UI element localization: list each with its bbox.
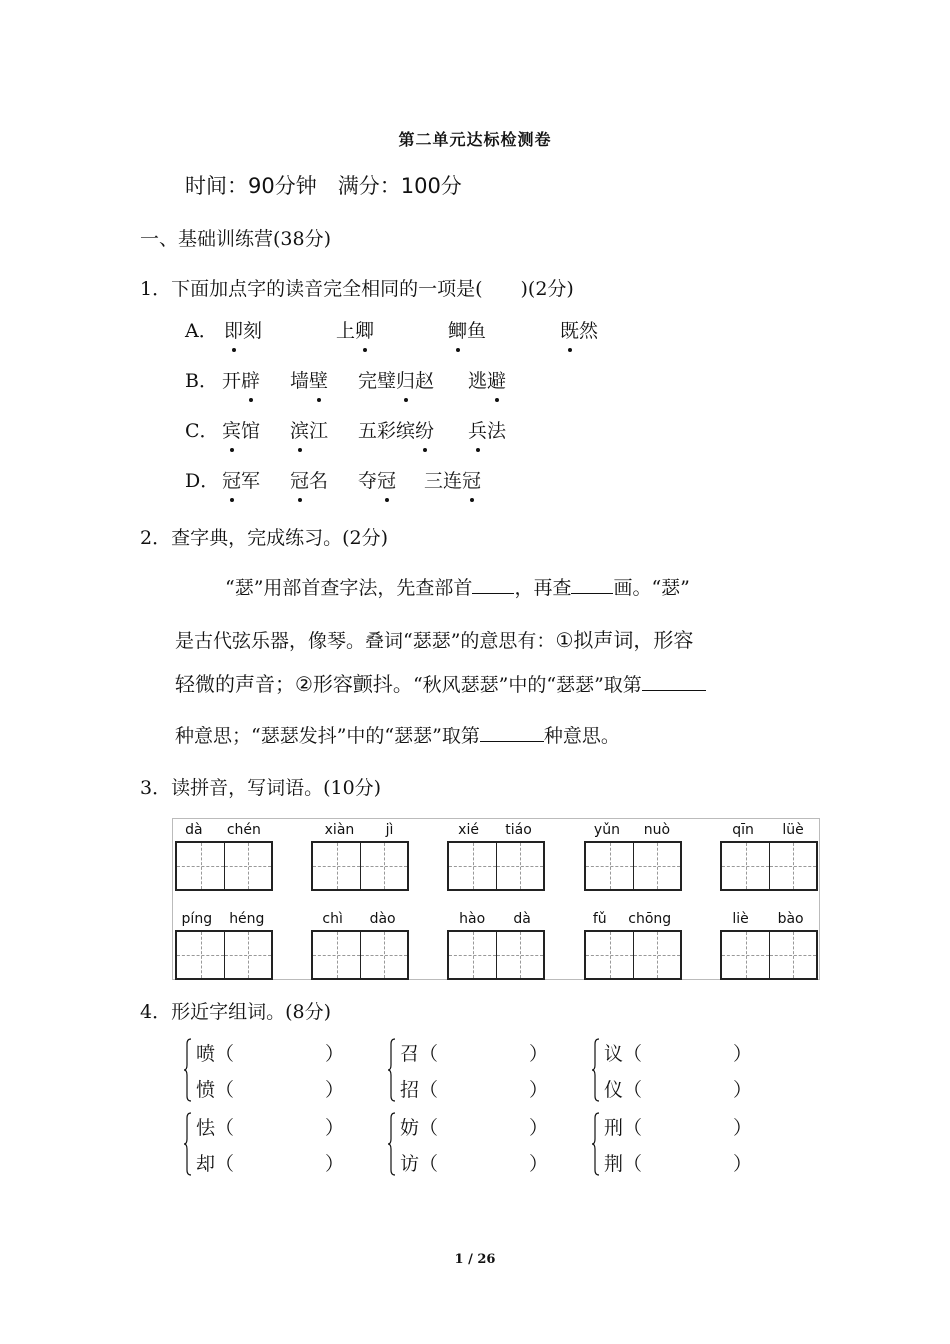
answer-paren[interactable]: （ — [419, 1043, 439, 1065]
writing-box-pair[interactable] — [584, 841, 682, 891]
option-word — [358, 416, 434, 443]
char: 怯 — [196, 1117, 216, 1139]
word-char: 上 — [336, 320, 356, 342]
word-char: 开 — [222, 370, 242, 392]
brace-icon — [184, 1038, 192, 1102]
option-word — [358, 466, 396, 493]
char: 仪 — [604, 1079, 624, 1101]
pinyin-syllable: dà — [185, 822, 203, 838]
emphasis-dot-char: 冠 — [222, 466, 241, 493]
answer-paren[interactable]: （ — [215, 1117, 235, 1139]
q2-text: 是古代弦乐器，像琴。叠词“瑟瑟”的意思有： — [175, 630, 556, 652]
brace-icon — [388, 1038, 396, 1102]
brace-icon — [592, 1038, 600, 1102]
emphasis-dot-char: 即 — [224, 316, 243, 343]
tian-zi-box[interactable] — [224, 843, 271, 889]
close-paren: ） — [733, 1117, 753, 1139]
tian-zi-box[interactable] — [313, 932, 360, 978]
answer-paren[interactable]: （ — [623, 1117, 643, 1139]
tian-zi-box[interactable] — [769, 932, 816, 978]
option-word — [222, 466, 260, 493]
pinyin-cell — [173, 908, 273, 980]
answer-paren[interactable]: （ — [215, 1079, 235, 1101]
page-number: 1 / 26 — [454, 1252, 496, 1267]
char: 招 — [400, 1079, 420, 1101]
option-word — [336, 316, 374, 343]
option-word — [468, 416, 506, 443]
word-char: 彩 — [377, 420, 397, 442]
emphasis-dot-char: 滨 — [290, 416, 309, 443]
word-char: 鱼 — [467, 320, 487, 342]
question-1-stem: 1．下面加点字的读音完全相同的一项是( )(2分) — [140, 278, 574, 300]
pinyin-syllable: bào — [777, 911, 804, 927]
word-char: 连 — [443, 470, 463, 492]
q2-text: “秋风瑟瑟”中的“瑟瑟”取第 — [412, 674, 642, 696]
q2-line-3 — [175, 668, 706, 697]
tian-zi-box[interactable] — [496, 843, 543, 889]
word-char: 军 — [241, 470, 261, 492]
answer-paren[interactable]: （ — [623, 1043, 643, 1065]
pinyin-label — [309, 908, 409, 930]
writing-box-pair[interactable] — [311, 930, 409, 980]
word-group — [604, 1112, 752, 1184]
word-char: 然 — [579, 320, 599, 342]
word-char: 三 — [424, 470, 444, 492]
word-row — [196, 1038, 344, 1074]
word-char: 江 — [309, 420, 329, 442]
q2-text: ，再查 — [514, 577, 572, 599]
word-group — [196, 1038, 344, 1110]
close-paren: ） — [529, 1153, 549, 1175]
pinyin-label — [718, 819, 818, 841]
char: 愤 — [196, 1079, 216, 1101]
q2-text: “瑟”用部首查字法，先查部首 — [225, 577, 473, 599]
pinyin-label — [173, 819, 273, 841]
emphasis-dot-char: 冠 — [290, 466, 309, 493]
tian-zi-box[interactable] — [177, 932, 224, 978]
option-word — [358, 366, 434, 393]
option-word — [222, 366, 260, 393]
emphasis-dot-char: 鲫 — [448, 316, 467, 343]
tian-zi-box[interactable] — [586, 843, 633, 889]
word-char: 赵 — [415, 370, 435, 392]
tian-zi-box[interactable] — [586, 932, 633, 978]
tian-zi-box[interactable] — [722, 843, 769, 889]
tian-zi-box[interactable] — [633, 843, 680, 889]
word-row — [400, 1112, 548, 1148]
close-paren: ） — [325, 1043, 345, 1065]
pinyin-syllable: píng — [181, 911, 213, 927]
page-title: 第二单元达标检测卷 — [398, 130, 552, 149]
writing-box-pair[interactable] — [720, 930, 818, 980]
option-letter: C． — [185, 420, 219, 442]
word-group — [400, 1112, 548, 1184]
option-word — [448, 316, 486, 343]
option-word — [468, 366, 506, 393]
pinyin-writing-grid — [172, 818, 820, 980]
close-paren: ） — [529, 1079, 549, 1101]
char: 妨 — [400, 1117, 420, 1139]
emphasis-dot-char: 兵 — [468, 416, 487, 443]
pinyin-cell — [173, 819, 273, 891]
pinyin-syllable: xiàn — [324, 822, 355, 838]
tian-zi-box[interactable] — [360, 932, 407, 978]
answer-blank[interactable] — [571, 593, 613, 594]
pinyin-syllable: héng — [229, 911, 265, 927]
tian-zi-box[interactable] — [633, 932, 680, 978]
answer-paren[interactable]: （ — [623, 1153, 643, 1175]
writing-box-pair[interactable] — [175, 930, 273, 980]
q2-text: ①拟声词，形容 — [555, 628, 694, 652]
pinyin-syllable: jì — [385, 822, 394, 838]
emphasis-dot-char: 卿 — [355, 316, 374, 343]
option-word — [290, 366, 328, 393]
q2-text: 种意思。 — [543, 725, 620, 747]
word-row — [604, 1074, 752, 1110]
answer-blank[interactable] — [642, 690, 706, 691]
pinyin-syllable: dào — [369, 911, 396, 927]
pinyin-cell — [718, 908, 818, 980]
pinyin-syllable: nuò — [643, 822, 671, 838]
pinyin-syllable: lüè — [782, 822, 804, 838]
option-word — [224, 316, 262, 343]
brace-icon — [388, 1112, 396, 1176]
writing-box-pair[interactable] — [175, 841, 273, 891]
section-heading: 一、基础训练营(38分) — [140, 228, 332, 250]
close-paren: ） — [733, 1079, 753, 1101]
word-row — [196, 1112, 344, 1148]
emphasis-dot-char: 既 — [560, 316, 579, 343]
writing-box-pair[interactable] — [311, 841, 409, 891]
pinyin-cell — [309, 819, 409, 891]
word-char: 五 — [358, 420, 378, 442]
option-word — [560, 316, 598, 343]
pinyin-syllable: yǔn — [593, 822, 620, 838]
close-paren: ） — [325, 1079, 345, 1101]
tian-zi-box[interactable] — [360, 843, 407, 889]
question-2-stem: 2．查字典，完成练习。(2分) — [140, 527, 389, 549]
pinyin-cell — [309, 908, 409, 980]
tian-zi-box[interactable] — [177, 843, 224, 889]
pinyin-syllable: chì — [322, 911, 343, 927]
time-score-info: 时间：90分钟 满分：100分 — [185, 174, 462, 198]
emphasis-dot-char: 归 — [396, 366, 415, 393]
q2-line-4 — [175, 721, 620, 748]
tian-zi-box[interactable] — [313, 843, 360, 889]
pinyin-label — [445, 819, 545, 841]
q2-line-1 — [225, 573, 690, 600]
emphasis-dot-char: 壁 — [309, 366, 328, 393]
word-group — [196, 1112, 344, 1184]
option-word — [290, 416, 328, 443]
emphasis-dot-char: 避 — [487, 366, 506, 393]
pinyin-syllable: hào — [459, 911, 486, 927]
word-row — [196, 1148, 344, 1184]
pinyin-cell — [582, 908, 682, 980]
writing-box-pair[interactable] — [447, 841, 545, 891]
writing-box-pair[interactable] — [447, 930, 545, 980]
tian-zi-box[interactable] — [224, 932, 271, 978]
pinyin-syllable: xié — [458, 822, 479, 838]
pinyin-syllable: chōng — [628, 911, 672, 927]
word-char: 刻 — [243, 320, 263, 342]
emphasis-dot-char: 宾 — [222, 416, 241, 443]
emphasis-dot-char: 冠 — [377, 466, 396, 493]
writing-box-pair[interactable] — [720, 841, 818, 891]
word-char: 璧 — [377, 370, 397, 392]
char: 召 — [400, 1043, 420, 1065]
q2-line-2 — [175, 624, 693, 653]
pinyin-syllable: qīn — [732, 822, 754, 838]
pinyin-syllable: chén — [226, 822, 261, 838]
char: 议 — [604, 1043, 624, 1065]
emphasis-dot-char: 冠 — [462, 466, 481, 493]
answer-blank[interactable] — [472, 593, 514, 594]
answer-blank[interactable] — [480, 741, 544, 742]
brace-icon — [184, 1112, 192, 1176]
pinyin-syllable: tiáo — [505, 822, 532, 838]
q2-text: 种意思；“瑟瑟发抖”中的“瑟瑟”取第 — [175, 725, 480, 747]
pinyin-cell — [582, 819, 682, 891]
word-group — [400, 1038, 548, 1110]
tian-zi-box[interactable] — [449, 932, 496, 978]
tian-zi-box[interactable] — [496, 932, 543, 978]
pinyin-label — [718, 908, 818, 930]
word-row — [604, 1148, 752, 1184]
word-char: 缤 — [396, 420, 416, 442]
char: 荆 — [604, 1153, 624, 1175]
word-row — [400, 1148, 548, 1184]
pinyin-label — [582, 819, 682, 841]
emphasis-dot-char: 纷 — [415, 416, 434, 443]
close-paren: ） — [325, 1153, 345, 1175]
option-word — [222, 416, 260, 443]
word-char: 夺 — [358, 470, 378, 492]
char: 刑 — [604, 1117, 624, 1139]
word-row — [196, 1074, 344, 1110]
pinyin-label — [445, 908, 545, 930]
pinyin-label — [309, 819, 409, 841]
answer-paren[interactable]: （ — [215, 1043, 235, 1065]
q2-text: 画。“瑟” — [613, 577, 690, 599]
char: 喷 — [196, 1043, 216, 1065]
pinyin-syllable: dà — [513, 911, 531, 927]
pinyin-label — [582, 908, 682, 930]
tian-zi-box[interactable] — [449, 843, 496, 889]
char: 却 — [196, 1153, 216, 1175]
answer-paren[interactable]: （ — [419, 1079, 439, 1101]
answer-paren[interactable]: （ — [215, 1153, 235, 1175]
word-group — [604, 1038, 752, 1110]
pinyin-cell — [445, 819, 545, 891]
answer-paren[interactable]: （ — [623, 1079, 643, 1101]
pinyin-label — [173, 908, 273, 930]
question-3-stem: 3．读拼音，写词语。(10分) — [140, 777, 382, 799]
word-char: 馆 — [241, 420, 261, 442]
pinyin-cell — [718, 819, 818, 891]
close-paren: ） — [529, 1043, 549, 1065]
word-row — [604, 1038, 752, 1074]
tian-zi-box[interactable] — [769, 843, 816, 889]
option-letter: D． — [185, 470, 220, 492]
question-4-stem: 4．形近字组词。(8分) — [140, 1001, 332, 1023]
word-char: 法 — [487, 420, 507, 442]
close-paren: ） — [325, 1117, 345, 1139]
pinyin-syllable: fǔ — [592, 911, 607, 927]
word-row — [400, 1038, 548, 1074]
word-char: 逃 — [468, 370, 488, 392]
char: 访 — [400, 1153, 420, 1175]
option-letter: A． — [185, 320, 218, 342]
answer-paren[interactable]: （ — [419, 1153, 439, 1175]
tian-zi-box[interactable] — [722, 932, 769, 978]
pinyin-syllable: liè — [732, 911, 749, 927]
close-paren: ） — [529, 1117, 549, 1139]
close-paren: ） — [733, 1043, 753, 1065]
q2-text: 轻微的声音；②形容颤抖。 — [175, 672, 413, 696]
emphasis-dot-char: 辟 — [241, 366, 260, 393]
word-row — [400, 1074, 548, 1110]
word-row — [604, 1112, 752, 1148]
option-word — [290, 466, 328, 493]
writing-box-pair[interactable] — [584, 930, 682, 980]
pinyin-cell — [445, 908, 545, 980]
word-char: 名 — [309, 470, 329, 492]
word-char: 墙 — [290, 370, 310, 392]
close-paren: ） — [733, 1153, 753, 1175]
option-letter: B． — [185, 370, 218, 392]
answer-paren[interactable]: （ — [419, 1117, 439, 1139]
option-word — [424, 466, 481, 493]
brace-icon — [592, 1112, 600, 1176]
word-char: 完 — [358, 370, 378, 392]
